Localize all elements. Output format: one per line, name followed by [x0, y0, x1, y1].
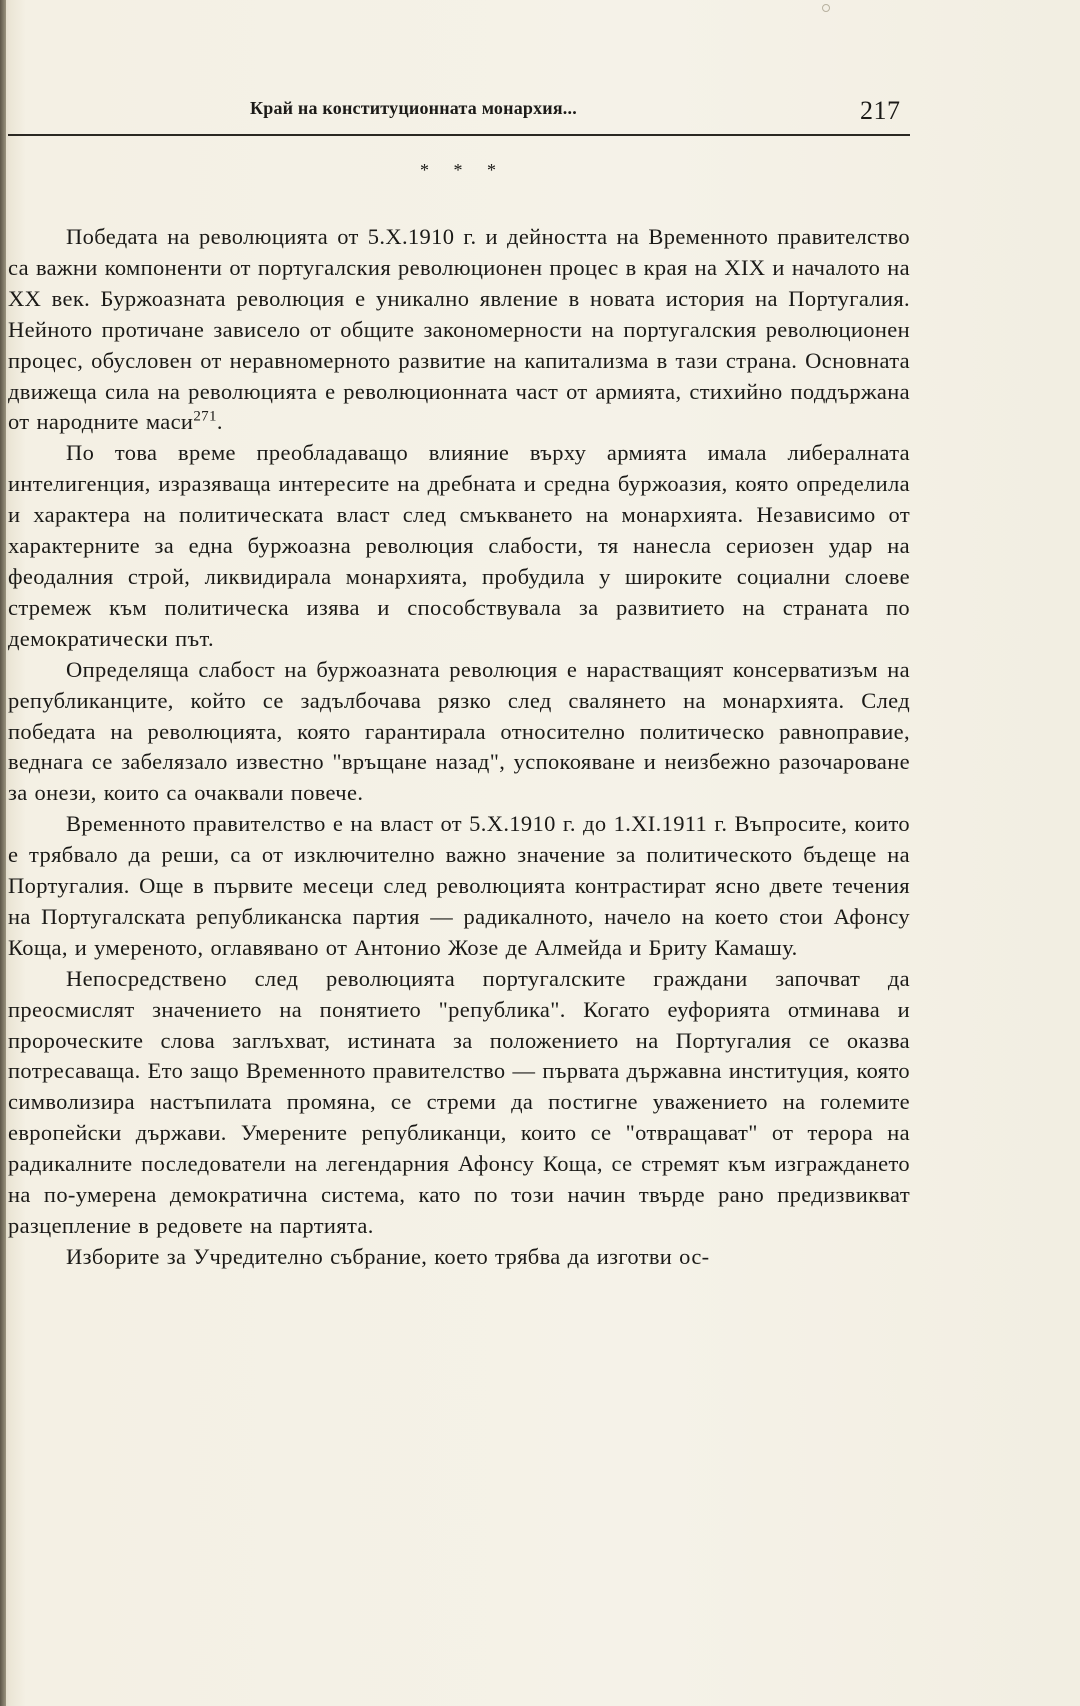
section-break: * * *	[420, 160, 506, 180]
paragraph-1	[8, 222, 910, 438]
header-rule	[8, 134, 910, 136]
body-text	[8, 222, 910, 1273]
running-head-title: Край на конституционната монархия...	[250, 98, 577, 118]
paragraph-1-text: Победата на революцията от 5.X.1910 г. и дейността на Временното правителство са важни компоненти от португалския революционен процес в края на XIX и началото на XX век. Буржоазната революция е уникално явление в новата история на Португалия. Нейното протичане зависело от общите закономерности на португалския революционен процес, обусловен от неравномерното развитие на капитализма в тази страна. Основната движеща сила на революцията е революционната част от армията, стихийно поддържана от народните маси	[8, 224, 910, 435]
paragraph-1-tail: .	[216, 409, 223, 435]
footnote-marker: 271	[193, 408, 217, 425]
paragraph-5: Непосредствено след революцията португалските граждани започват да преосмислят значението на понятието "република". Когато еуфорията отминава и пророческите слова заглъхват, истината за положението на Португалия се оказва потресаваща. Ето защо Временното правителство — първата държавна институция, която символизира настъпилата промяна, се стреми да постигне уважението на големите европейски държави. Умерените републиканци, които се "отвращават" от терора на радикалните последователи на легендарния Афонсу Коща, се стремят към изграждането на по-умерена демократична система, като по този начин твърде рано предизвикват разцепление в редовете на партията.	[8, 965, 910, 1238]
paper-speck	[822, 4, 830, 12]
paragraph-6: Изборите за Учредително събрание, което трябва да изготви ос-	[66, 1243, 710, 1269]
paragraph-3: Определяща слабост на буржоазната революция е нарастващият консерватизъм на републиканците, който се задълбочава рязко след свалянето на монархията. След победата на революцията, която гарантирала относително политическо равноправие, веднага се забелязало известно "връщане назад", успокояване и неизбежно разочароване за онези, които са очаквали повече.	[8, 656, 910, 806]
paragraph-4: Временното правителство е на власт от 5.X.1910 г. до 1.XI.1911 г. Въпросите, които е трябвало да реши, са от изключително важно значение за политическото бъдеще на Португалия. Още в първите месеци след революцията контрастират ясно двете течения на Португалската републиканска партия — радикалното, начело на което стои Афонсу Коща, и умереното, оглавявано от Антонио Жозе де Алмейда и Бриту Камашу.	[8, 811, 910, 960]
page-binding-edge	[0, 0, 6, 1706]
paragraph-2: По това време преобладаващо влияние върху армията имала либералната интелигенция, изразяваща интересите на дребната и средна буржоазия, която определила и характера на политическата власт след смъкването на монархията. Независимо от характерните за една буржоазна революция слабости, тя нанесла сериозен удар на феодалния строй, ликвидирала монархията, пробудила у широките социални слоеве стремеж към политическа изява и способствувала за развитието на страната по демократически път.	[8, 440, 910, 651]
page-number: 217	[860, 96, 901, 125]
